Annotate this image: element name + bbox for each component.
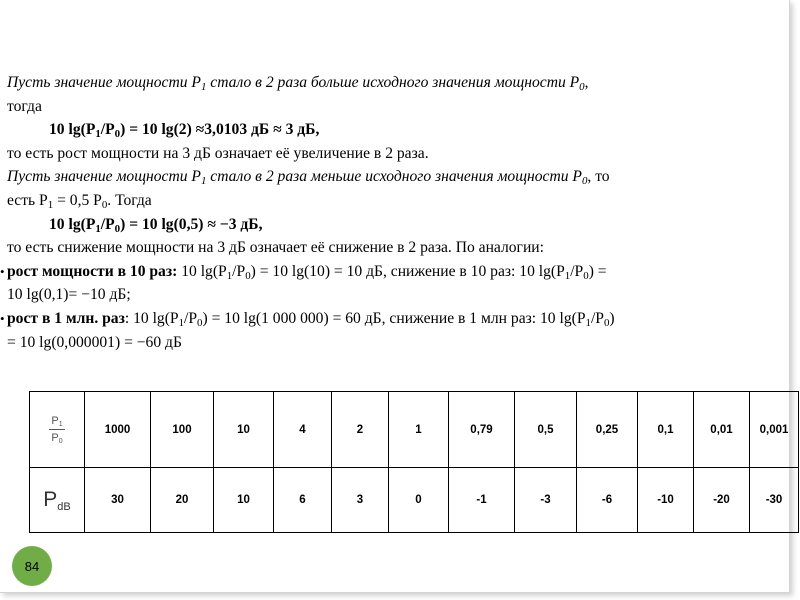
ratio-row <box>30 392 799 468</box>
db-value-cell: 30 <box>85 468 151 533</box>
ratio-value-cell: 0,001 <box>750 392 799 468</box>
db-value-cell: 10 <box>214 468 274 533</box>
db-value-cell: 20 <box>151 468 214 533</box>
text-line-3: то есть рост мощности на 3 дБ означает её увеличение в 2 раза. <box>7 144 429 162</box>
ratio-header-cell <box>30 392 85 468</box>
db-value-cell: 6 <box>274 468 332 533</box>
formula-1: 10 $\lg(P_1/P_0) = 10$ lg(2) ≈3,0103 дБ ≈ 3 дБ, <box>49 121 320 141</box>
db-header-cell: $P_{dB}$ <box>30 468 85 533</box>
bullet-icon: • <box>0 310 5 326</box>
ratio-value-cell: 10 <box>214 392 274 468</box>
db-value-cell: -3 <box>515 468 577 533</box>
db-value-cell: -10 <box>638 468 694 533</box>
ratio-value-cell: 0,25 <box>577 392 638 468</box>
text-line-4: Пусть значение мощности $Р_1$ стало в 2 раза меньше исходного значения мощности $Р_0$, то <box>7 168 610 188</box>
formula-2: 10 $\lg(P_1/P_0) = 10$ lg(0,5) ≈ −3 дБ, <box>49 215 263 235</box>
text-line-6: то есть снижение мощности на 3 дБ означает её снижение в 2 раза. По аналогии: <box>7 239 544 257</box>
bullet-item-2: • рост в 1 млн. раз: 10 $\lg(P_1/P_0) = 10$ lg(1 000 000) = 60 дБ, снижение в 1 млн раз: 10 $\lg(P_1/P_0)$ <box>7 307 789 331</box>
ratio-value-cell: 100 <box>151 392 214 468</box>
ratio-value-cell: 0,1 <box>638 392 694 468</box>
db-value-cell: -30 <box>750 468 799 533</box>
ratio-value-cell: 1 <box>389 392 449 468</box>
db-row <box>30 468 799 533</box>
page-number: 84 <box>24 558 40 574</box>
bullet-item-1: • рост мощности в 10 раз: 10 $\lg(P_1/P_0) = 10$ lg(10) = 10 дБ, снижение в 10 раз: 10 $\lg(P_1/P_0)$ = <box>7 260 789 284</box>
db-value-cell: -1 <box>449 468 515 533</box>
db-value-cell: -6 <box>577 468 638 533</box>
text-line-2: тогда <box>7 97 42 115</box>
text-line-1: Пусть значение мощности $Р_1$ стало в 2 раза больше исходного значения мощности $Р_0$, <box>7 74 589 94</box>
ratio-value-cell: 4 <box>274 392 332 468</box>
db-value-cell: -20 <box>694 468 750 533</box>
text-line-5: есть $Р_1 = 0,5$ $Р_0$. Тогда <box>7 191 152 212</box>
bullet-item-2-cont: = 10 lg(0,000001) = −60 дБ <box>7 333 182 351</box>
db-value-cell: 0 <box>389 468 449 533</box>
db-conversion-table <box>29 391 799 533</box>
ratio-value-cell: 0,5 <box>515 392 577 468</box>
ratio-value-cell: 1000 <box>85 392 151 468</box>
power-ratio-fraction: $\frac{P_1}{P_0}$ <box>49 415 65 444</box>
ratio-value-cell: 0,79 <box>449 392 515 468</box>
slide-text <box>0 71 789 354</box>
page-number-badge <box>12 546 52 586</box>
bullet-icon: • <box>0 263 5 279</box>
db-value-cell: 3 <box>332 468 389 533</box>
ratio-value-cell: 2 <box>332 392 389 468</box>
ratio-value-cell: 0,01 <box>694 392 750 468</box>
bullet-item-1-cont: 10 lg(0,1)= −10 дБ; <box>7 286 131 304</box>
